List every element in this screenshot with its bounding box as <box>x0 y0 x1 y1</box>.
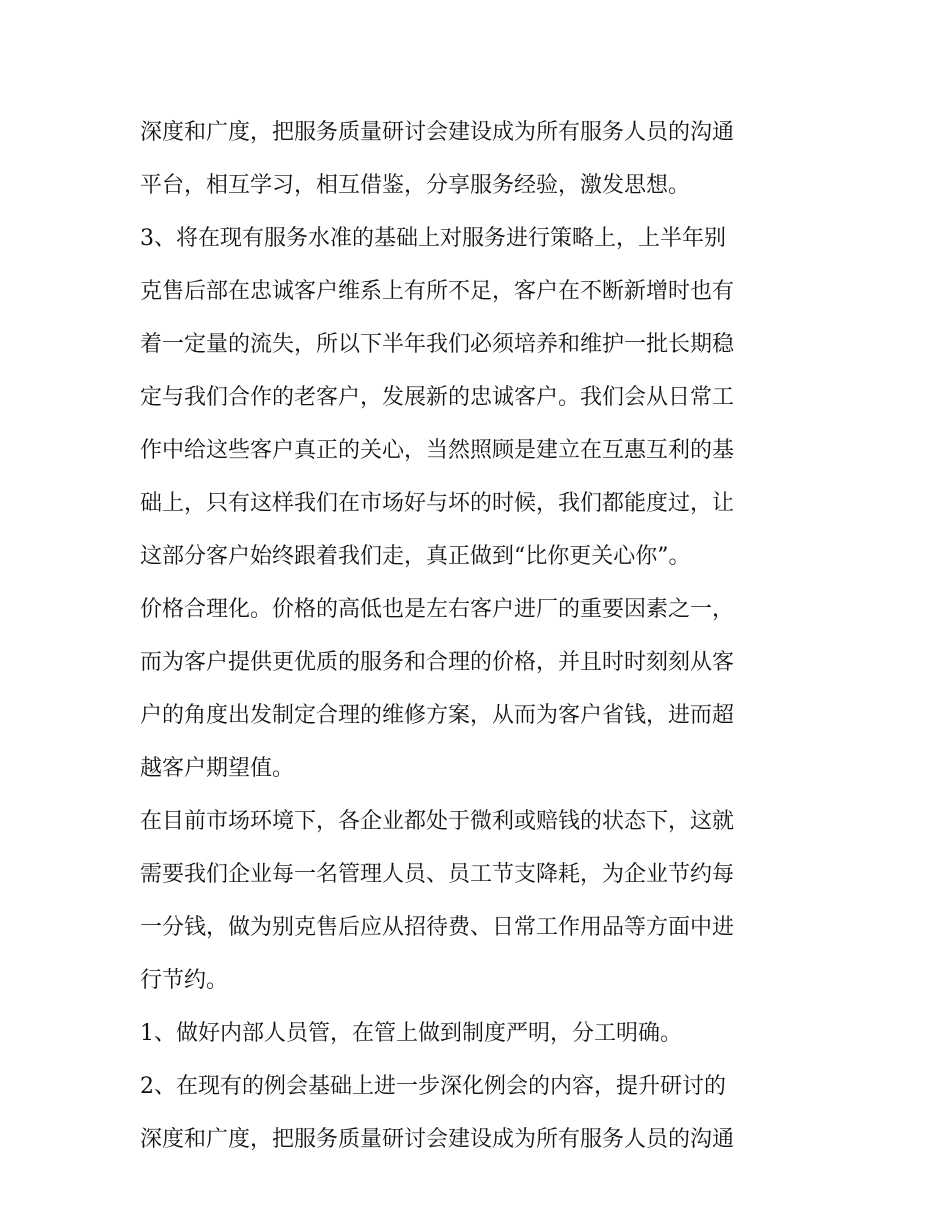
text-line: 在目前市场环境下，各企业都处于微利或赔钱的状态下，这就 <box>140 809 735 834</box>
text-line: 作中给这些客户真正的关心，当然照顾是建立在互惠互利的基 <box>140 438 735 463</box>
text-line: 克售后部在忠诚客户维系上有所不足，客户在不断新增时也有 <box>140 279 735 304</box>
text-line: 定与我们合作的老客户，发展新的忠诚客户。我们会从日常工 <box>140 385 735 410</box>
text-line: 深度和广度，把服务质量研讨会建设成为所有服务人员的沟通 <box>140 1127 735 1152</box>
text-line: 着一定量的流失，所以下半年我们必须培养和维护一批长期稳 <box>140 332 735 357</box>
document-body <box>140 106 820 1166</box>
text-line: 而为客户提供更优质的服务和合理的价格，并且时时刻刻从客 <box>140 650 735 675</box>
text-line: 行节约。 <box>140 968 229 993</box>
text-line: 越客户期望值。 <box>140 756 295 781</box>
text-line: 1、做好内部人员管，在管上做到制度严明，分工明确。 <box>140 1021 682 1046</box>
text-line: 需要我们企业每一名管理人员、员工节支降耗，为企业节约每 <box>140 862 735 887</box>
text-line: 深度和广度，把服务质量研讨会建设成为所有服务人员的沟通 <box>140 120 735 145</box>
text-line: 础上，只有这样我们在市场好与坏的时候，我们都能度过，让 <box>140 491 735 516</box>
text-line: 价格合理化。价格的高低也是左右客户进厂的重要因素之一， <box>140 597 735 622</box>
text-line: 一分钱，做为别克售后应从招待费、日常工作用品等方面中进 <box>140 915 735 940</box>
text-line: 户的角度出发制定合理的维修方案，从而为客户省钱，进而超 <box>140 703 735 728</box>
text-line: 平台，相互学习，相互借鉴，分享服务经验，激发思想。 <box>140 173 691 198</box>
text-line: 这部分客户始终跟着我们走，真正做到“比你更关心你”。 <box>140 544 691 569</box>
text-line: 2、在现有的例会基础上进一步深化例会的内容，提升研讨的 <box>140 1074 726 1099</box>
text-line: 3、将在现有服务水准的基础上对服务进行策略上，上半年别 <box>140 226 726 251</box>
